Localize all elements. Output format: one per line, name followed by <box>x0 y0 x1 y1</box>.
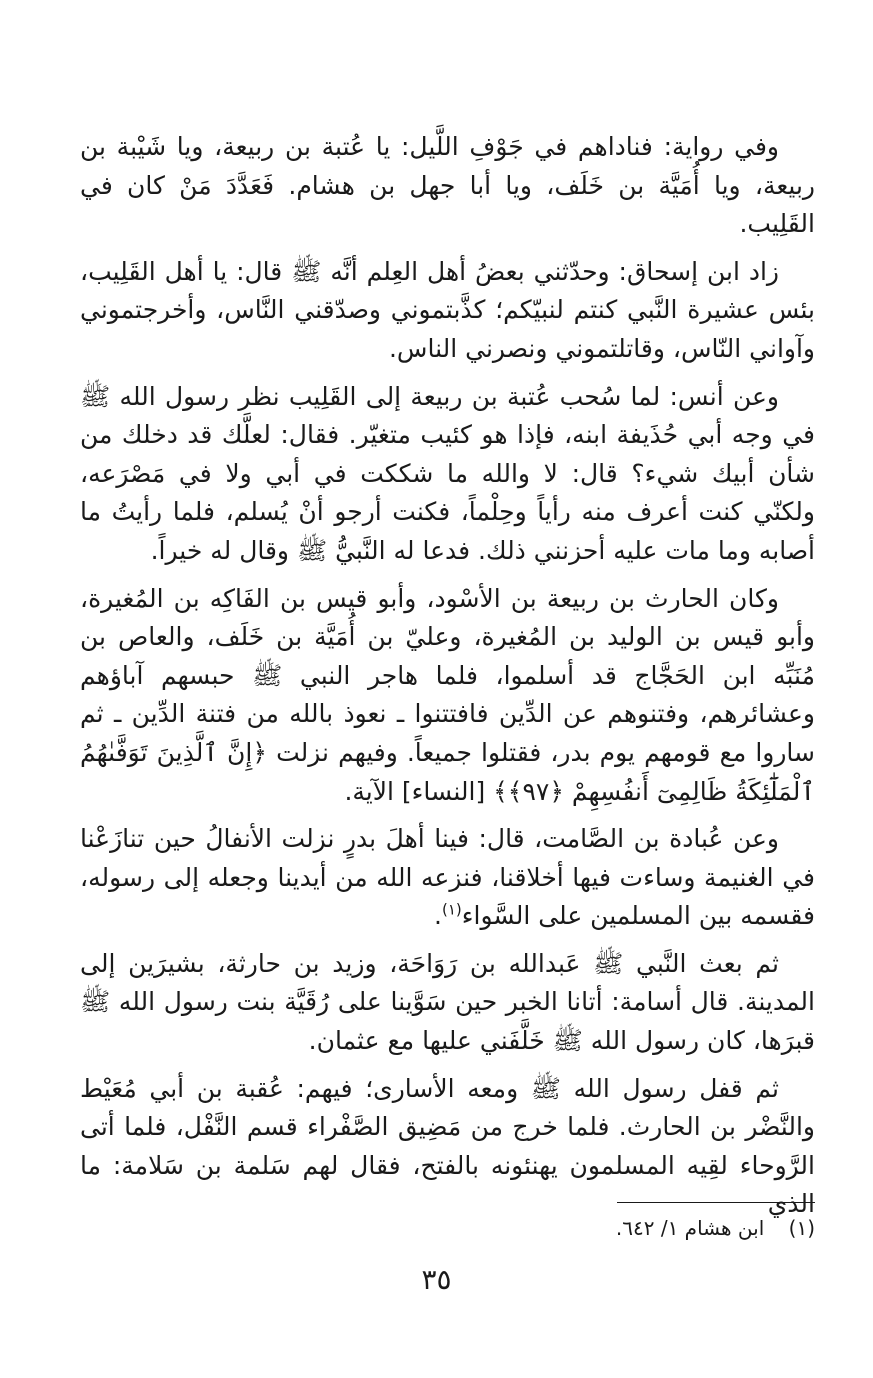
footnote-number: (١) <box>788 1216 815 1240</box>
paragraph-3: وعن أنس: لما سُحب عُتبة بن ربيعة إلى القَلِيب نظر رسول الله ﷺ في وجه أبي حُذَيفة ابنه، فإذا هو كئيب متغيّر. فقال: لعلَّك قد دخلك من شأن أبيك شيء؟ قال: لا والله ما شككت في أبي ولا في مَصْرَعه، ولكنّي كنت أعرف منه رأياً وحِلْماً، فكنت أرجو أنْ يُسلم، فلما رأيتُ ما أصابه وما مات عليه أحزنني ذلك. فدعا له النَّبيُّ ﷺ وقال له خيراً. <box>80 381 815 565</box>
paragraph-5 <box>80 820 815 936</box>
paragraph-4: وكان الحارث بن ربيعة بن الأسْود، وأبو قيس بن الفَاكِه بن المُغيرة، وأبو قيس بن الوليد بن المُغيرة، وعليّ بن أُمَيَّة بن خَلَف، والعاص بن مُنَبِّه ابن الحَجَّاج قد أسلموا، فلما هاجر النبي ﷺ حبسهم آباؤهم وعشائرهم، وفتنوهم عن الدِّين فافتتنوا ـ نعوذ بالله من فتنة الدِّين ـ ثم ساروا مع قومهم يوم بدر، فقتلوا جميعاً. وفيهم نزلت ﴿إِنَّ ٱلَّذِينَ تَوَفَّىٰهُمُ ٱلْمَلَٰٓئِكَةُ ظَالِمِىٓ أَنفُسِهِمْ ﴿٩٧﴾﴾ [النساء] الآية. <box>80 583 815 806</box>
paragraph-2: زاد ابن إسحاق: وحدّثني بعضُ أهل العِلم أنَّه ﷺ قال: يا أهل القَلِيب، بئس عشيرة النَّبي كنتم لنبيّكم؛ كذَّبتموني وصدّقني النَّاس، وأخرجتموني وآواني النّاس، وقاتلتموني ونصرني الناس. <box>80 256 815 363</box>
footnote <box>215 1214 815 1242</box>
main-text <box>80 128 815 1233</box>
paragraph-6: ثم بعث النَّبي ﷺ عَبدالله بن رَوَاحَة، وزيد بن حارثة، بشيرَين إلى المدينة. قال أسامة: أتانا الخبر حين سَوَّينا على رُقَيَّة بنت رسول الله ﷺ قبرَها، كان رسول الله ﷺ خَلَّفَني عليها مع عثمان. <box>80 948 815 1056</box>
paragraph-5-text: وعن عُبادة بن الصَّامت، قال: فينا أهلَ بدرٍ نزلت الأنفالُ حين تنازَعْنا في الغنيمة وساءت فيها أخلاقنا، فنزعه الله من أيدينا وجعله إلى رسوله، فقسمه بين المسلمين على السَّواء <box>80 824 815 931</box>
page-number: ٣٥ <box>421 1263 452 1296</box>
paragraph-5-end: . <box>434 901 442 931</box>
footnote-divider <box>617 1202 815 1203</box>
footnote-reference[interactable]: (١) <box>442 900 462 919</box>
paragraph-7: ثم قفل رسول الله ﷺ ومعه الأسارى؛ فيهم: عُقبة بن أبي مُعَيْط والنَّضْر بن الحارث. فلما خرج من مَضِيق الصَّفْراء قسم النَّفْل، فلما أتى الرَّوحاء لقِيه المسلمون يهنئونه بالفتح، فقال لهم سَلمة بن سَلامة: ما الذي <box>80 1073 815 1219</box>
footnote-text: ابن هشام ١/ ٦٤٢. <box>615 1216 765 1240</box>
paragraph-1: وفي رواية: فناداهم في جَوْفِ اللَّيل: يا عُتبة بن ربيعة، ويا شَيْبة بن ربيعة، ويا أُمَيَّة بن خَلَف، ويا أبا جهل بن هشام. فَعَدَّدَ مَنْ كان في القَلِيب. <box>80 132 815 239</box>
